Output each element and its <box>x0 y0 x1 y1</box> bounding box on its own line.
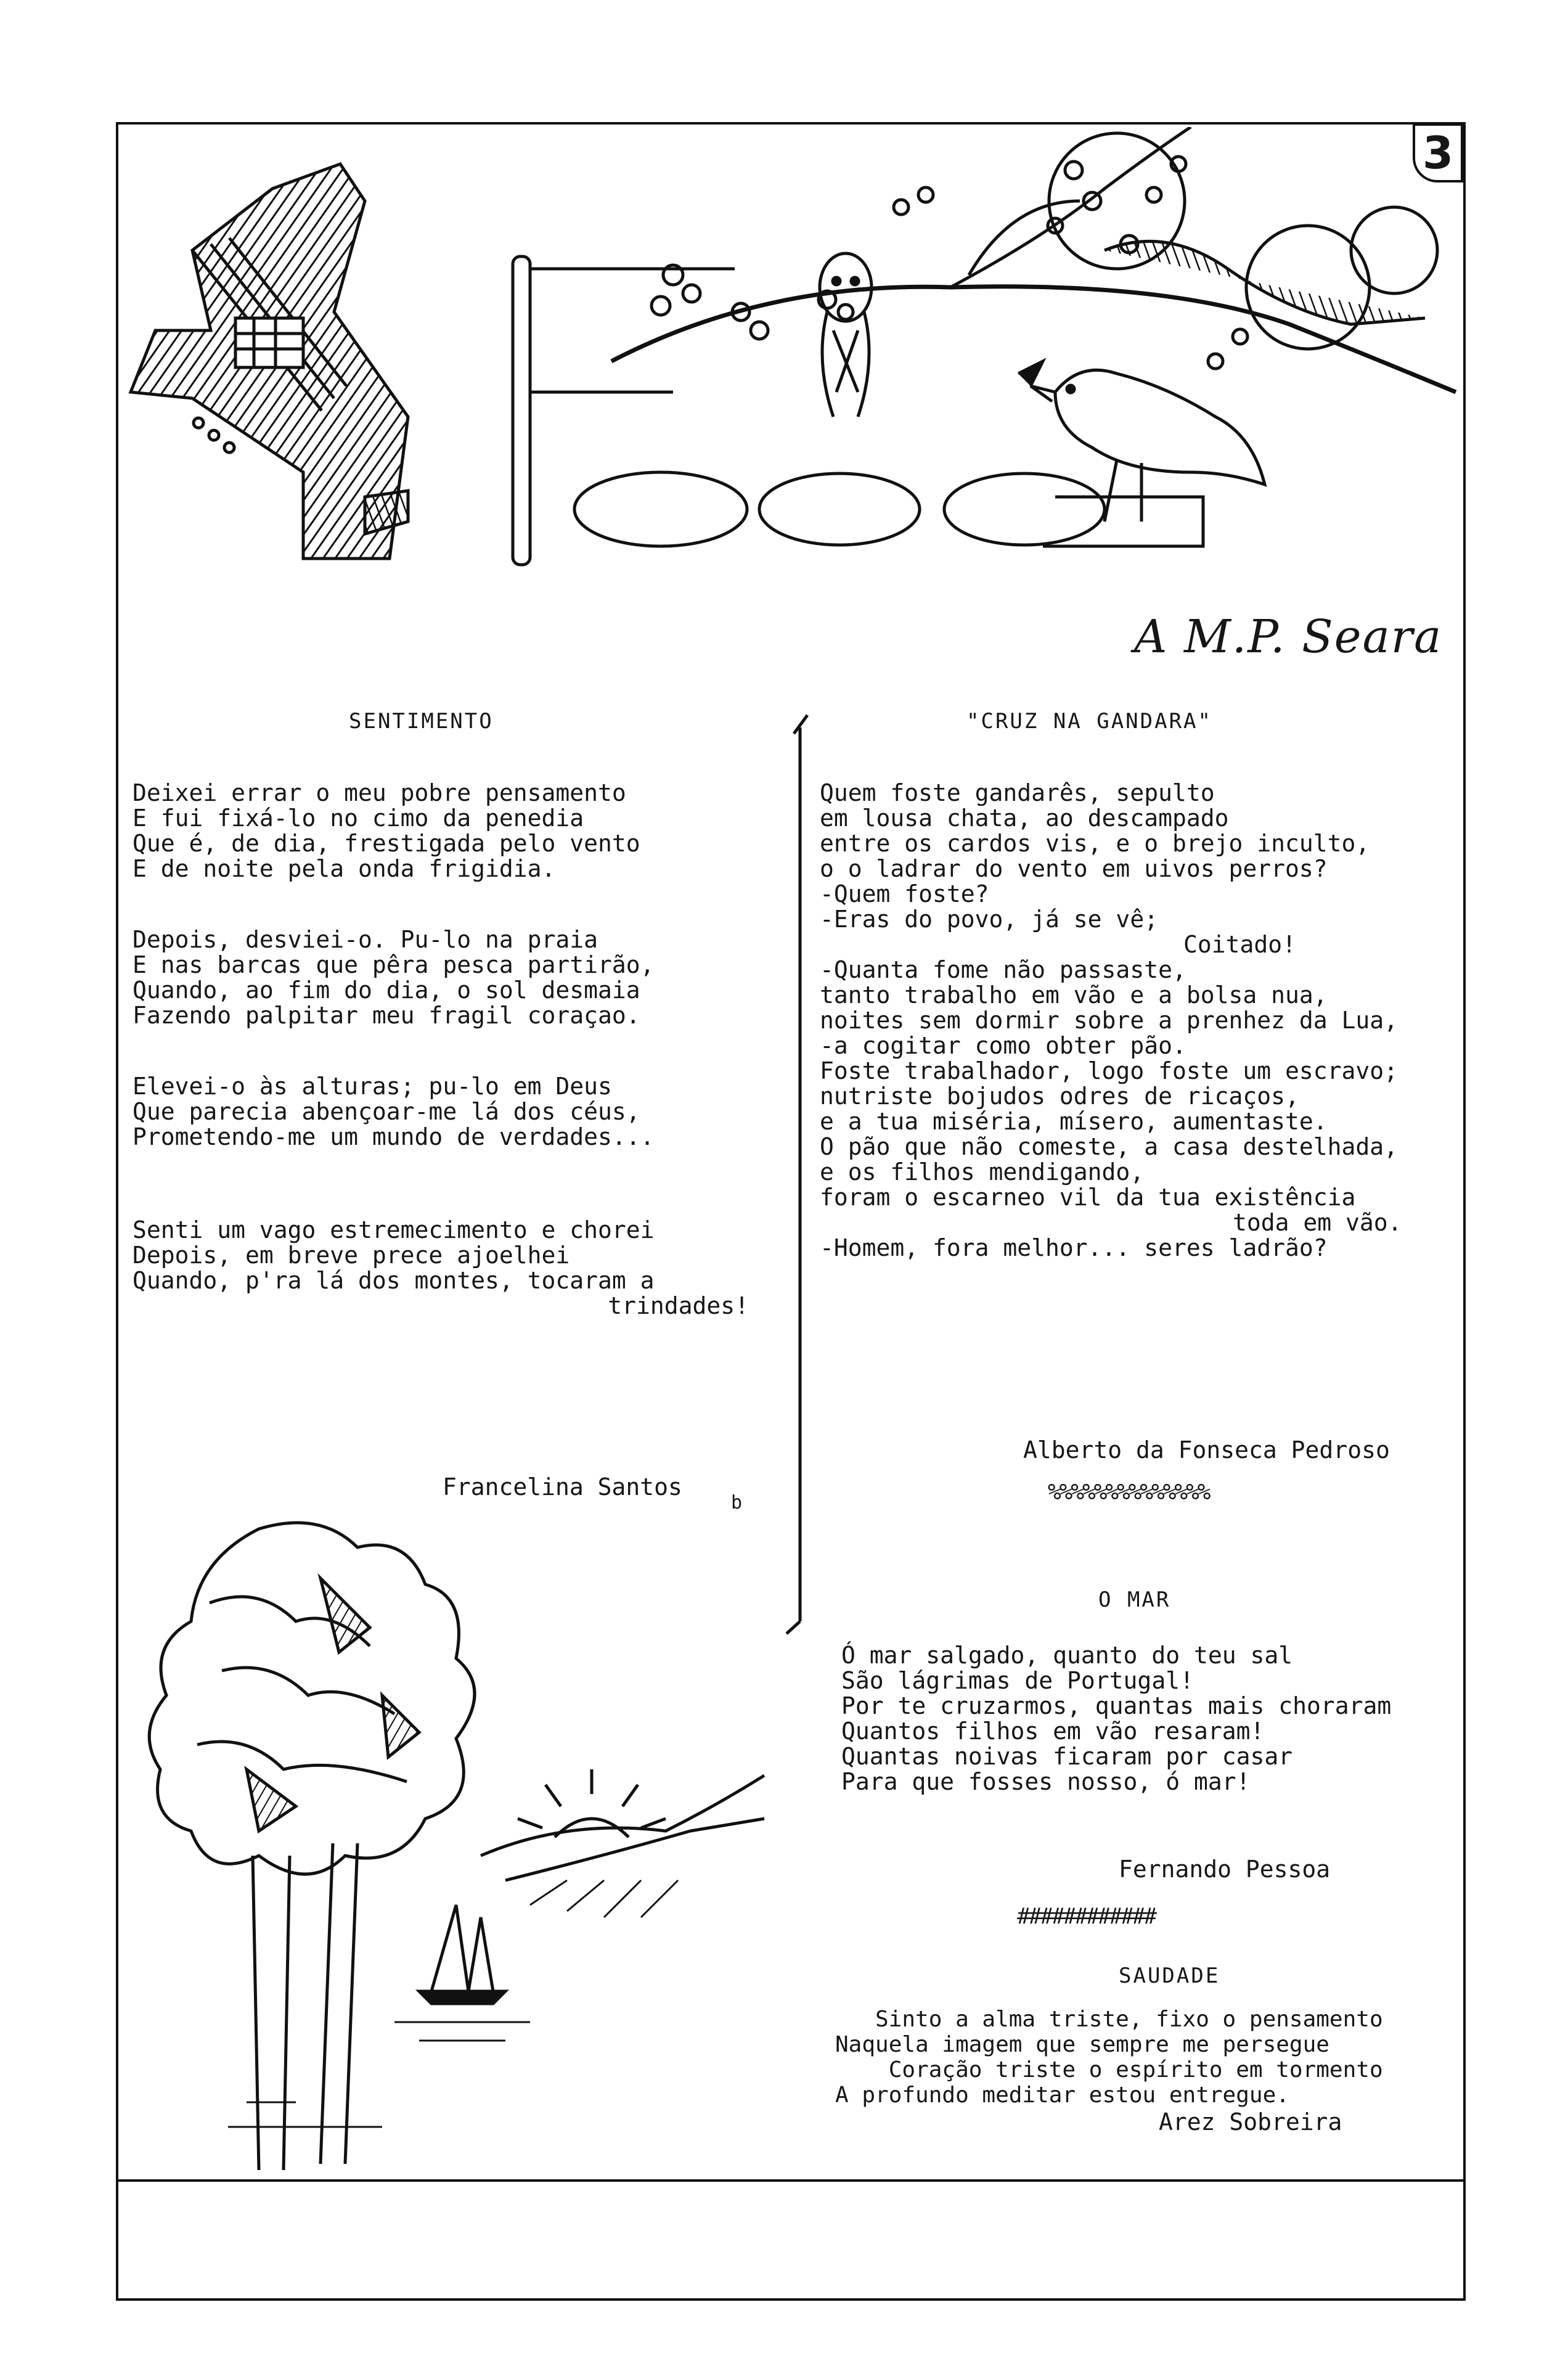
poem-line: E de noite pela onda frigidia. <box>133 855 556 882</box>
poem-line: entre os cardos vis, e o brejo inculto, <box>820 830 1370 857</box>
lyre-drawing <box>131 164 408 559</box>
sun-drawing <box>518 1769 666 1837</box>
poem-line: Deixei errar o meu pobre pensamento <box>133 779 626 806</box>
stanza <box>133 927 749 1028</box>
poem-line: Senti um vago estremecimento e chorei <box>133 1216 655 1243</box>
hills-drawing <box>481 1775 764 1917</box>
page-number: 3 <box>1413 123 1463 182</box>
branch-drawing <box>611 127 1456 392</box>
stray-mark: b <box>731 1492 743 1513</box>
poem-title-saudade: SAUDADE <box>1119 1964 1220 1988</box>
poem-line: Por te cruzarmos, quantas mais choraram <box>841 1692 1392 1719</box>
poem-line: Naquela imagem que sempre me persegue <box>835 2032 1329 2057</box>
poem-line: Coitado! <box>1183 931 1297 958</box>
poem-o-mar <box>841 1643 1458 1795</box>
perched-bird-drawing <box>820 253 872 417</box>
poem-line: trindades! <box>608 1292 749 1319</box>
poem-line: Para que fosses nosso, ó mar! <box>841 1768 1251 1795</box>
poem-line: São lágrimas de Portugal! <box>841 1667 1194 1694</box>
poem-line: -Quanta fome não passaste, <box>820 956 1186 983</box>
poem-line: Que é, de dia, frestigada pelo vento <box>133 830 640 857</box>
poem-line: Depois, em breve prece ajoelhei <box>133 1242 570 1269</box>
masthead-illustration <box>118 127 1462 583</box>
poem-line: Elevei-o às alturas; pu-lo em Deus <box>133 1073 612 1100</box>
poem-line: foram o escarneo vil da tua existência <box>820 1184 1356 1211</box>
stanza <box>133 1074 749 1150</box>
poem-line: Fazendo palpitar meu fragil coraçao. <box>133 1002 640 1029</box>
poem-line: o o ladrar do vento em uivos perros? <box>820 855 1328 882</box>
poem-title-cruz-na-gandara: "CRUZ NA GANDARA" <box>966 709 1212 734</box>
stanza <box>133 1218 749 1319</box>
author-arez-sobreira: Arez Sobreira <box>1159 2108 1342 2136</box>
poem-line: Quando, p'ra lá dos montes, tocaram a <box>133 1267 655 1294</box>
poem-line: Ó mar salgado, quanto do teu sal <box>841 1642 1293 1669</box>
poem-line: noites sem dormir sobre a prenhez da Lua, <box>820 1007 1398 1034</box>
poem-line: nutriste bojudos odres de ricaços, <box>820 1083 1299 1110</box>
poem-line: tanto trabalho em vão e a bolsa nua, <box>820 981 1328 1009</box>
poem-title-sentimento: SENTIMENTO <box>349 709 494 734</box>
poem-line: -Eras do povo, já se vê; <box>820 906 1159 933</box>
poem-line: Foste trabalhador, logo foste um escravo; <box>820 1057 1398 1084</box>
column-divider <box>775 709 819 1640</box>
signature: A M.P. Seara <box>1134 610 1443 663</box>
tree-drawing <box>149 1523 475 2170</box>
ornament-divider: %%%%%%%%%%%%%% <box>1048 1480 1209 1505</box>
poem-line: Quando, ao fim do dia, o sol desmaia <box>133 977 640 1004</box>
poem-line: e a tua miséria, mísero, aumentaste. <box>820 1108 1328 1135</box>
sailboat-drawing <box>394 1905 530 2041</box>
poem-sentimento <box>133 780 749 1364</box>
poem-line: em lousa chata, ao descampado <box>820 805 1229 832</box>
poem-line: E fui fixá-lo no cimo da penedia <box>133 805 584 832</box>
poem-line: -Homem, fora melhor... seres ladrão? <box>820 1234 1328 1261</box>
author-alberto: Alberto da Fonseca Pedroso <box>1023 1436 1390 1464</box>
poem-line: Quem foste gandarês, sepulto <box>820 779 1215 806</box>
author-francelina: Francelina Santos <box>443 1473 682 1501</box>
poem-line: Depois, desviei-o. Pu-lo na praia <box>133 926 598 953</box>
poem-line: A profundo meditar estou entregue. <box>835 2083 1289 2108</box>
author-fernando-pessoa: Fernando Pessoa <box>1119 1856 1331 1883</box>
poem-saudade <box>835 2007 1464 2108</box>
poem-line: e os filhos mendigando, <box>820 1158 1145 1186</box>
poem-line: -Quem foste? <box>820 880 989 907</box>
poem-line: Quantos filhos em vão resaram! <box>841 1718 1265 1745</box>
poem-line: Que parecia abençoar-me lá dos céus, <box>133 1098 640 1125</box>
footer-rule <box>116 2179 1466 2182</box>
poem-line: Prometendo-me um mundo de verdades... <box>133 1123 655 1150</box>
poem-line: E nas barcas que pêra pesca partirão, <box>133 951 655 978</box>
stanza <box>133 780 749 882</box>
poem-line: Sinto a alma triste, fixo o pensamento <box>835 2007 1383 2032</box>
poem-line: toda em vão. <box>1233 1209 1402 1236</box>
poem-line: Coração triste o espírito em tormento <box>835 2057 1383 2083</box>
landscape-illustration <box>136 1510 770 2176</box>
poem-title-o-mar: O MAR <box>1098 1587 1171 1612</box>
poem-cruz-na-gandara <box>820 780 1467 1261</box>
poem-line: Quantas noivas ficaram por casar <box>841 1743 1293 1770</box>
poem-line: O pão que não comeste, a casa destelhada, <box>820 1133 1398 1160</box>
poem-line: -a cogitar como obter pão. <box>820 1032 1186 1059</box>
ornament-divider: ############ <box>1017 1904 1156 1929</box>
